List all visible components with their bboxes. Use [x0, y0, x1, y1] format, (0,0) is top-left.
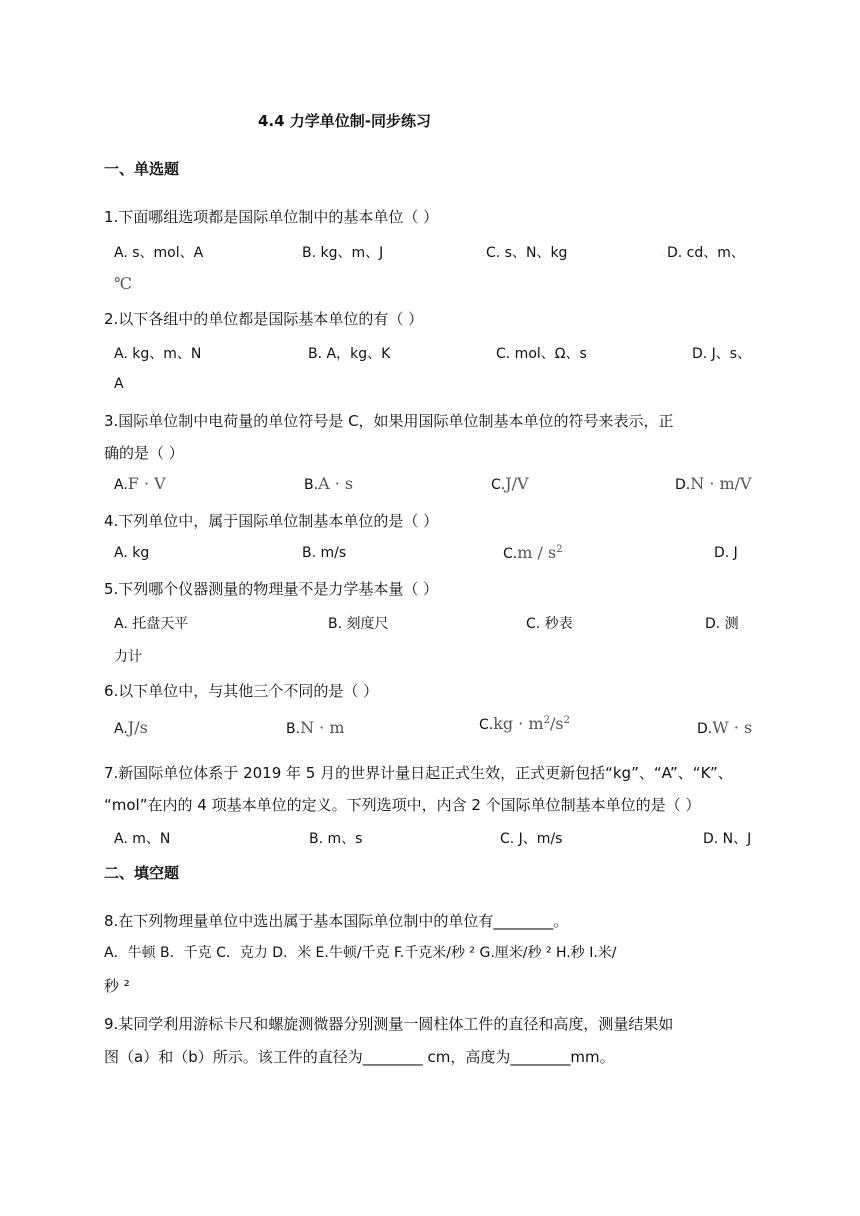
question-3-option-b[interactable]: [304, 474, 353, 493]
option-label: A.: [114, 721, 128, 737]
option-label: D.: [675, 477, 691, 493]
question-1-stem: 1.下面哪组选项都是国际单位制中的基本单位（ ）: [104, 208, 439, 226]
question-6-option-b[interactable]: [286, 718, 345, 737]
option-formula: J/V: [505, 474, 529, 493]
question-6-option-c[interactable]: [479, 714, 570, 733]
question-3-stem-line-1: 3.国际单位制中电荷量的单位符号是 C，如果用国际单位制基本单位的符号来表示，正: [104, 412, 674, 430]
question-6-stem: 6.以下单位中，与其他三个不同的是（ ）: [104, 682, 379, 700]
question-2-option-c[interactable]: C. mol、Ω、s: [496, 346, 587, 362]
question-9-stem-line-2: 图（a）和（b）所示。该工件的直径为________ cm，高度为________mm。: [104, 1048, 615, 1066]
question-6-option-d[interactable]: [697, 718, 752, 737]
question-2-option-b[interactable]: B. A，kg、K: [308, 346, 391, 362]
question-7-option-d[interactable]: D. N、J: [703, 831, 752, 847]
question-5-option-d[interactable]: D. 测: [705, 616, 739, 632]
option-label: B.: [286, 721, 301, 737]
question-5-option-d-wrap: 力计: [114, 649, 142, 665]
question-7-stem-line-1: 7.新国际单位体系于 2019 年 5 月的世界计量日起正式生效，正式更新包括“kg”、“A”、“K”、: [104, 764, 733, 782]
question-2-stem: 2.以下各组中的单位都是国际基本单位的有（ ）: [104, 310, 424, 328]
question-3-option-a[interactable]: [114, 474, 166, 493]
question-5-option-b[interactable]: B. 刻度尺: [328, 616, 389, 632]
option-formula: A · s: [318, 474, 354, 493]
question-3-stem-line-2: 确的是（ ）: [104, 444, 184, 462]
option-formula: F · V: [127, 474, 166, 493]
option-label: B.: [304, 477, 319, 493]
option-marker: .: [298, 250, 301, 258]
question-1-option-d[interactable]: D. cd、m、: [667, 245, 745, 261]
option-superscript: 2: [543, 715, 550, 726]
question-7-stem-line-2: “mol”在内的 4 项基本单位的定义。下列选项中，内含 2 个国际单位制基本单位的是（ ）: [104, 796, 701, 814]
question-6-option-a[interactable]: [114, 718, 148, 737]
question-1-option-d-wrap: ℃: [114, 274, 132, 293]
question-9-stem-line-1: 9.某同学利用游标卡尺和螺旋测微器分别测量一圆柱体工件的直径和高度，测量结果如: [104, 1015, 674, 1033]
option-formula: J/s: [127, 718, 148, 737]
option-superscript: 2: [563, 715, 570, 726]
question-3-option-c[interactable]: [491, 474, 529, 493]
question-2-option-d[interactable]: D. J、s、: [692, 346, 752, 362]
question-5-option-c[interactable]: C. 秒表: [526, 616, 573, 632]
option-formula: W · s: [712, 718, 753, 737]
question-3-option-d[interactable]: [675, 474, 752, 493]
section-heading-fill-blank: 二、填空题: [104, 864, 180, 882]
question-1-option-a[interactable]: A. s、mol、A: [114, 245, 204, 261]
option-label: A.: [114, 477, 128, 493]
question-4-option-c[interactable]: [503, 543, 563, 562]
section-heading-single-choice: 一、单选题: [104, 160, 180, 178]
question-7-option-b[interactable]: B. m、s: [309, 831, 363, 847]
option-formula: m / s: [517, 543, 557, 562]
option-label: C.: [479, 717, 494, 733]
question-7-option-a[interactable]: A. m、N: [114, 831, 171, 847]
option-formula: N · m/V: [690, 474, 752, 493]
question-8-options-line-1: A．牛顿 B．千克 C．克力 D．米 E.牛顿/千克 F.千克米/秒 ² G.厘米/秒 ² H.秒 I.米/: [104, 945, 617, 961]
option-marker: .: [663, 250, 666, 258]
option-label: D.: [697, 721, 713, 737]
question-1-option-c[interactable]: C. s、N、kg: [486, 245, 568, 261]
question-5-option-a[interactable]: A. 托盘天平: [114, 616, 189, 632]
option-superscript: 2: [556, 544, 563, 555]
question-2-option-d-wrap: A: [114, 376, 124, 392]
question-8-stem: 8.在下列物理量单位中选出属于基本国际单位制中的单位有________。: [104, 912, 569, 930]
question-1-option-b[interactable]: B. kg、m、J: [302, 245, 384, 261]
question-4-stem: 4.下列单位中，属于国际单位制基本单位的是（ ）: [104, 512, 439, 530]
page-title: 4.4 力学单位制-同步练习: [258, 112, 432, 130]
option-formula: N · m: [300, 718, 345, 737]
question-8-options-line-2: 秒 ²: [104, 977, 130, 995]
question-7-option-c[interactable]: C. J、m/s: [500, 831, 563, 847]
option-marker: .: [482, 250, 485, 258]
question-4-option-d[interactable]: D. J: [714, 545, 738, 561]
option-label: C.: [491, 477, 506, 493]
option-formula: kg · m: [493, 714, 544, 733]
question-5-stem: 5.下列哪个仪器测量的物理量不是力学基本量（ ）: [104, 580, 439, 598]
question-4-option-a[interactable]: A. kg: [114, 545, 150, 561]
question-4-option-b[interactable]: B. m/s: [302, 545, 347, 561]
option-label: C.: [503, 546, 518, 562]
option-formula-part: /s: [549, 714, 564, 733]
question-2-option-a[interactable]: A. kg、m、N: [114, 346, 202, 362]
